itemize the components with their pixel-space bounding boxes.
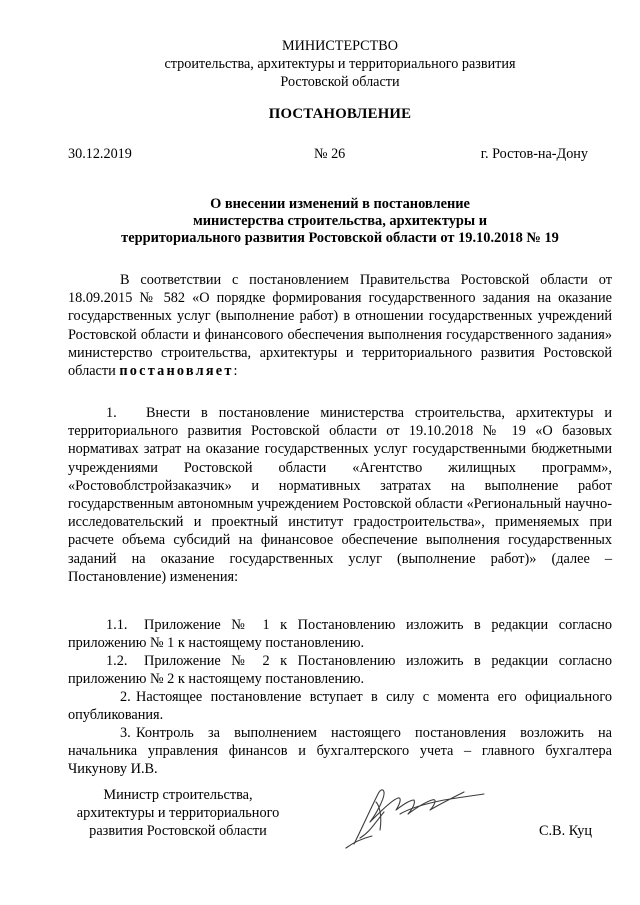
item-number: 1. [106,405,117,421]
document-number: № 26 [314,146,346,162]
document-place: г. Ростов-на-Дону [480,146,588,162]
item-1 [68,404,612,586]
ministry-region: Ростовской области [280,74,400,90]
ministry-subtitle: строительства, архитектуры и территориального развития [164,56,516,72]
item-1-1 [68,616,612,652]
item-text: Контроль за выполнением настоящего постановления возложить на начальника управления финансов и бухгалтерского учета – главного бухгалтера Чикунову И.В. [68,725,612,778]
item-text: Приложение № 1 к Постановлению изложить в редакции согласно приложению № 1 к настоящему постановлению. [68,617,612,652]
preamble-text: В соответствии с постановлением Правительства Ростовской области от 18.09.2015 № 582 «О порядке формирования государственного задания на оказание государственных услуг (выполнение работ) в отношении государственных учреждений Ростовской области и финансового обеспечения выполнения государственного задания» министерство строительства, архитектуры и территориального развития Ростовской области [68,272,612,380]
item-3 [68,724,612,779]
signatory-name: С.В. Куц [538,823,592,839]
item-text: Внести в постановление министерства строительства, архитектуры и территориального развития Ростовской области от 19.10.2018 № 19 «О базовых нормативах затрат на оказание государственных услуг государственными бюджетными учреждениями Ростовской области «Агентство жилищных программ», «Ростовоблстройзаказчик» и нормативных затратах на выполнение работ государственным автономным учреждением Ростовской области «Региональный научно-исследовательский и проектный институт градостроительства», применяемых при расчете объема субсидий на финансовое обеспечение выполнения государственных заданий на оказание государственных услуг (выполнение работ)» (далее – Постановление) изменения: [68,405,612,585]
item-number: 1.2. [106,653,128,669]
item-2 [68,688,612,724]
handwritten-signature [340,778,490,850]
item-text: Приложение № 2 к Постановлению изложить в редакции согласно приложению № 2 к настоящему постановлению. [68,653,612,688]
preamble-paragraph [68,271,612,380]
document-date: 30.12.2019 [68,146,132,162]
item-number: 3. [120,725,131,741]
item-number: 1.1. [106,617,128,633]
subject-line-3: территориального развития Ростовской области от 19.10.2018 № 19 [121,230,559,246]
preamble-colon: : [233,363,238,380]
signatory-title-3: развития Ростовской области [89,823,267,839]
ministry-title: МИНИСТЕРСТВО [281,38,399,54]
subject-line-1: О внесении изменений в постановление [210,196,470,212]
resolves-word: постановляет [119,363,234,380]
item-number: 2. [120,689,131,705]
subject-line-2: министерства строительства, архитектуры и [192,213,488,229]
document-type: ПОСТАНОВЛЕНИЕ [268,106,412,122]
signatory-title-1: Министр строительства, [103,787,253,803]
item-text: Настоящее постановление вступает в силу с момента его официального опубликования. [68,689,612,724]
signatory-title-2: архитектуры и территориального [76,805,280,821]
item-1-2 [68,652,612,688]
